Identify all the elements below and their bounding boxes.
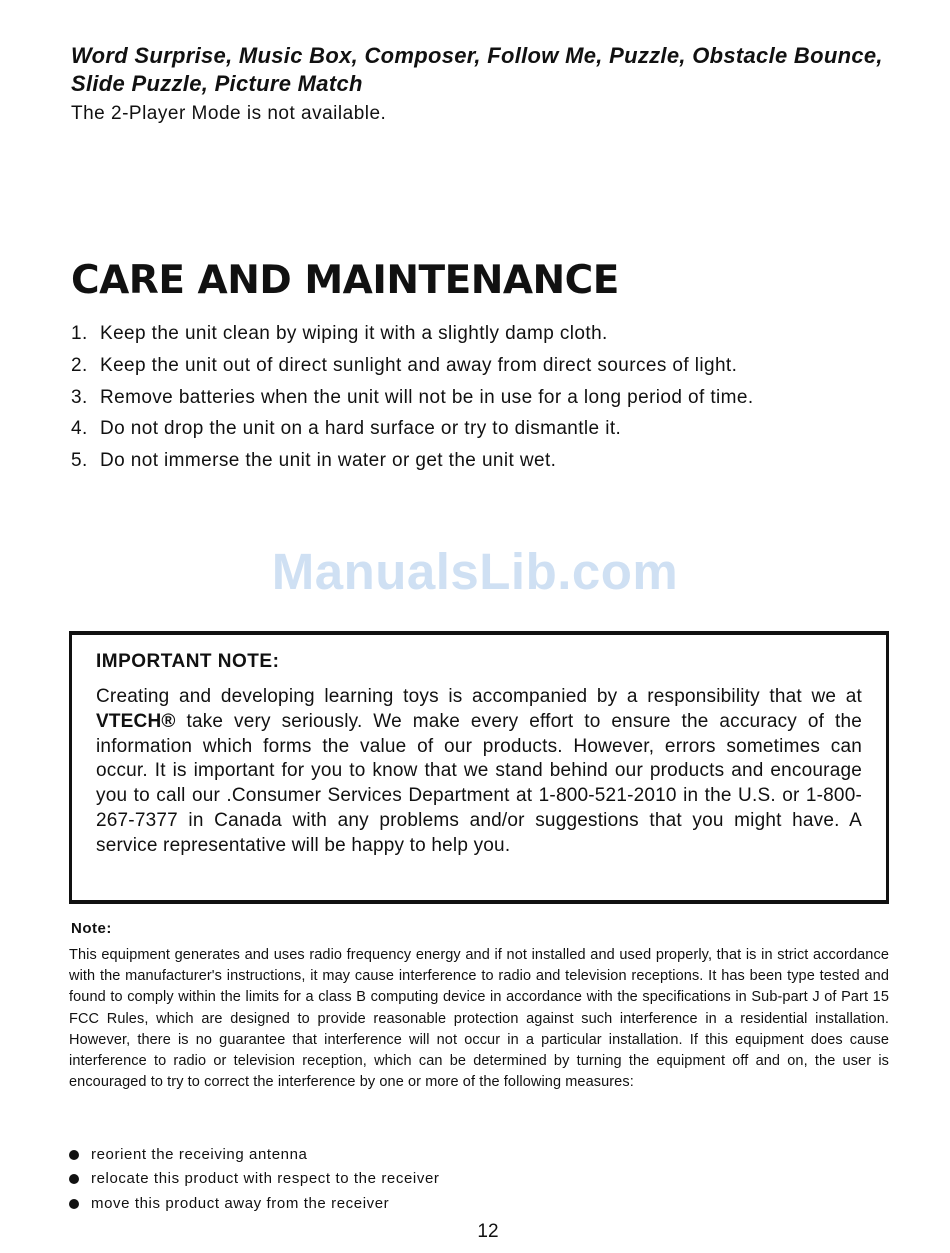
care-item-text: Keep the unit clean by wiping it with a slightly damp cloth.	[100, 323, 608, 344]
brand-name: VTECH®	[96, 710, 176, 732]
important-note-text-end: take very seriously. We make every effort to ensure the accuracy of the information which forms the value of our products. However, errors sometimes can occur. It is important for you to know that we stand behind our products and encourage you to call our .Consumer Services Department at 1-800-521-2010 in the U.S. or 1-800-267-7377 in Canada with any problems and/or suggestions that you might have. A service representative will be happy to help you.	[96, 710, 862, 856]
care-item	[71, 445, 901, 477]
care-item-text: Keep the unit out of direct sunlight and away from direct sources of light.	[100, 354, 738, 376]
two-player-note: The 2-Player Mode is not available.	[71, 103, 387, 124]
bullet-icon	[69, 1150, 79, 1160]
important-note-body	[96, 685, 862, 859]
measure-text: reorient the receiving antenna	[91, 1146, 308, 1163]
care-item-text: Do not drop the unit on a hard surface or try to dismantle it.	[100, 418, 622, 440]
measure-text: move this product away from the receiver	[91, 1194, 390, 1212]
care-item-text: Remove batteries when the unit will not be in use for a long period of time.	[100, 386, 754, 408]
important-note-heading: IMPORTANT NOTE:	[96, 651, 280, 672]
important-note-box	[69, 631, 889, 904]
care-item-text: Do not immerse the unit in water or get the unit wet.	[100, 450, 557, 472]
care-item	[71, 350, 901, 382]
care-item	[71, 382, 901, 414]
care-item-number: 1.	[71, 323, 88, 344]
care-item	[71, 413, 901, 445]
care-item-number: 5.	[71, 450, 88, 472]
care-item-number: 2.	[71, 354, 88, 376]
section-title: CARE AND MAINTENANCE	[71, 258, 619, 303]
measure-item	[69, 1192, 440, 1216]
care-item	[71, 318, 901, 350]
important-note-text-start: Creating and developing learning toys is accompanied by a responsibility that we at	[96, 686, 862, 707]
page-number: 12	[477, 1221, 499, 1242]
bullet-icon	[69, 1174, 79, 1184]
games-list: Word Surprise, Music Box, Composer, Follow Me, Puzzle, Obstacle Bounce, Slide Puzzle, Picture Match	[71, 43, 883, 96]
measure-text: relocate this product with respect to the receiver	[91, 1170, 440, 1188]
watermark: ManualsLib.com	[271, 543, 679, 600]
care-item-number: 3.	[71, 386, 88, 408]
fcc-note-body: This equipment generates and uses radio frequency energy and if not installed and used properly, that is in strict accordance with the manufacturer's instructions, it may cause interference to radio and television receptions. It has been type tested and found to comply within the limits for a class B computing device in accordance with the specifications in Sub-part J of Part 15 FCC Rules, which are designed to provide reasonable protection against such interference in a residential installation. However, there is no guarantee that interference will not occur in a particular installation. If this equipment does cause interference to radio or television reception, which can be determined by turning the equipment off and on, the user is encouraged to try to correct the interference by one or more of the following measures:	[69, 947, 889, 1091]
measure-item	[69, 1167, 440, 1191]
bullet-icon	[69, 1199, 79, 1209]
care-list	[71, 318, 901, 477]
measures-list	[69, 1143, 440, 1216]
measure-item	[69, 1143, 440, 1167]
care-item-number: 4.	[71, 418, 88, 440]
fcc-note-heading: Note:	[71, 920, 112, 937]
